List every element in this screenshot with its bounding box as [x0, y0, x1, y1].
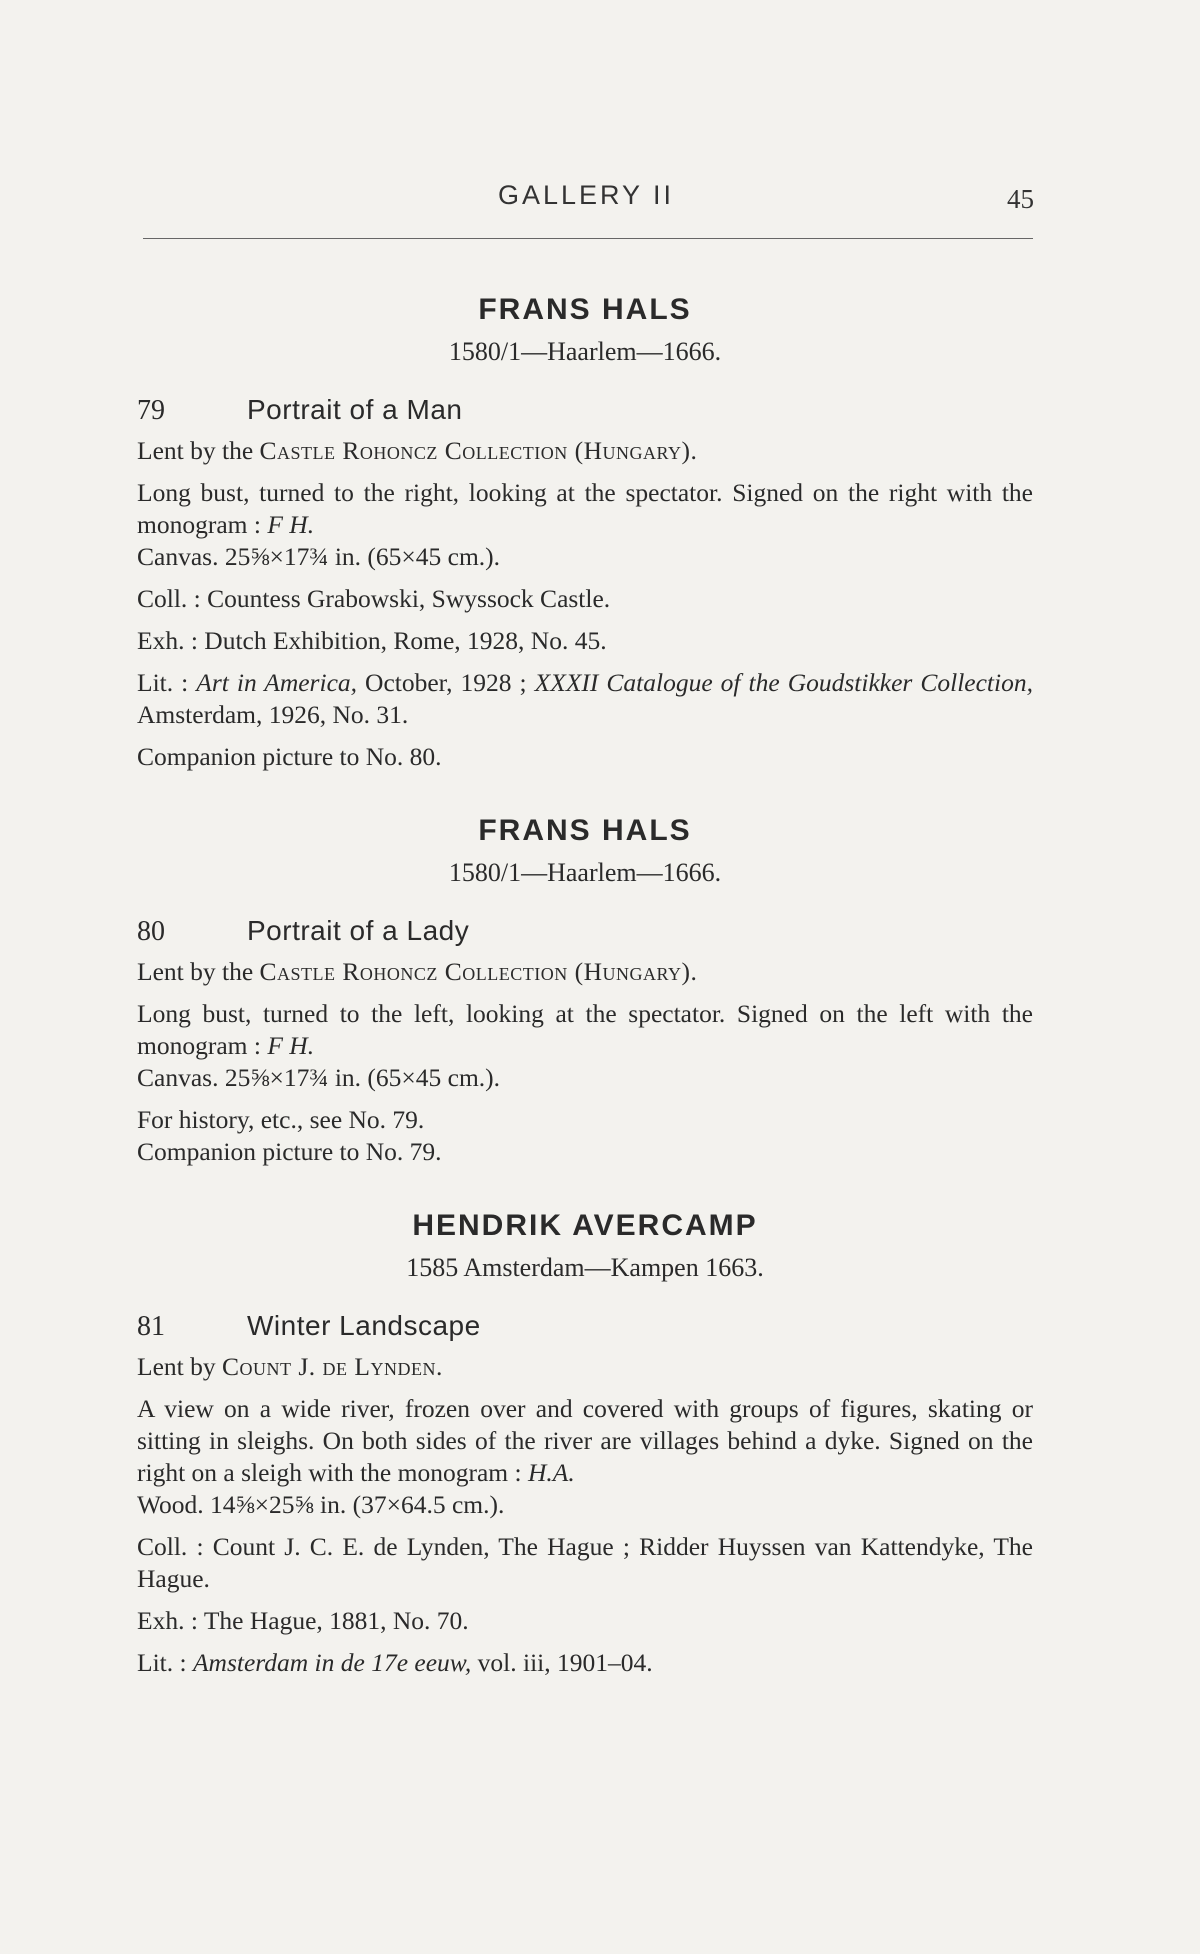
work-heading [137, 392, 1033, 429]
catalogue-entry [137, 811, 1033, 1168]
catalogue-entry [137, 290, 1033, 773]
medium-dimensions: Canvas. 25⅝×17¾ in. (65×45 cm.). [137, 542, 501, 571]
description: Long bust, turned to the right, looking at the spectator. Signed on the right with the monogram : F H. [137, 478, 1033, 539]
literature-line: Lit. : Art in America, October, 1928 ; XXXII Catalogue of the Goudstikker Collection, Amsterdam, 1926, No. 31. [137, 668, 1033, 729]
catalogue-number: 81 [137, 1311, 165, 1342]
monogram: F H. [267, 510, 315, 539]
artist-dates: 1580/1—Haarlem—1666. [448, 858, 722, 887]
history-note: For history, etc., see No. 79. [137, 1105, 425, 1134]
page-number: 45 [1007, 184, 1034, 214]
companion-note: Companion picture to No. 80. [137, 742, 442, 771]
companion-note: Companion picture to No. 79. [137, 1137, 442, 1166]
header-rule [143, 238, 1033, 239]
catalogue-content [137, 290, 1033, 1717]
collection-line: Coll. : Count J. C. E. de Lynden, The Hague ; Ridder Huyssen van Kattendyke, The Hague. [137, 1532, 1033, 1593]
description: Long bust, turned to the left, looking at the spectator. Signed on the left with the monogram : F H. [137, 999, 1033, 1060]
lender-name: Castle Rohoncz Collection (Hungary) [259, 436, 691, 465]
catalogue-number: 79 [137, 395, 165, 426]
artist-name: HENDRIK AVERCAMP [412, 1209, 758, 1242]
work-title: Portrait of a Lady [247, 915, 470, 946]
catalogue-number: 80 [137, 916, 165, 947]
work-title: Winter Landscape [247, 1310, 481, 1341]
artist-name: FRANS HALS [478, 293, 692, 326]
work-heading [137, 913, 1033, 950]
literature-line: Lit. : Amsterdam in de 17e eeuw, vol. iii, 1901–04. [137, 1648, 653, 1677]
description: A view on a wide river, frozen over and covered with groups of figures, skating or sitting in sleighs. On both sides of the river are villages behind a dyke. Signed on the right on a sleigh with the monogram : H.A. [137, 1394, 1033, 1487]
catalogue-entry [137, 1206, 1033, 1679]
monogram: H.A. [527, 1458, 575, 1487]
artist-name: FRANS HALS [478, 814, 692, 847]
lender-name: Castle Rohoncz Collection (Hungary) [259, 957, 691, 986]
medium-dimensions: Canvas. 25⅝×17¾ in. (65×45 cm.). [137, 1063, 501, 1092]
lender-line: Lent by Count J. de Lynden. [137, 1352, 443, 1381]
lender-name: Count J. de Lynden [221, 1352, 436, 1381]
monogram: F H. [267, 1031, 315, 1060]
gallery-title: GALLERY II [497, 180, 675, 210]
lender-line: Lent by the Castle Rohoncz Collection (Hungary). [137, 957, 697, 986]
lender-line: Lent by the Castle Rohoncz Collection (Hungary). [137, 436, 697, 465]
exhibition-line: Exh. : Dutch Exhibition, Rome, 1928, No. 45. [137, 626, 607, 655]
artist-dates: 1580/1—Haarlem—1666. [448, 337, 722, 366]
work-heading [137, 1308, 1033, 1345]
collection-line: Coll. : Countess Grabowski, Swyssock Castle. [137, 584, 611, 613]
work-title: Portrait of a Man [247, 394, 463, 425]
exhibition-line: Exh. : The Hague, 1881, No. 70. [137, 1606, 469, 1635]
running-head [138, 180, 1034, 220]
artist-dates: 1585 Amsterdam—Kampen 1663. [406, 1253, 764, 1282]
medium-dimensions: Wood. 14⅝×25⅝ in. (37×64.5 cm.). [137, 1490, 505, 1519]
